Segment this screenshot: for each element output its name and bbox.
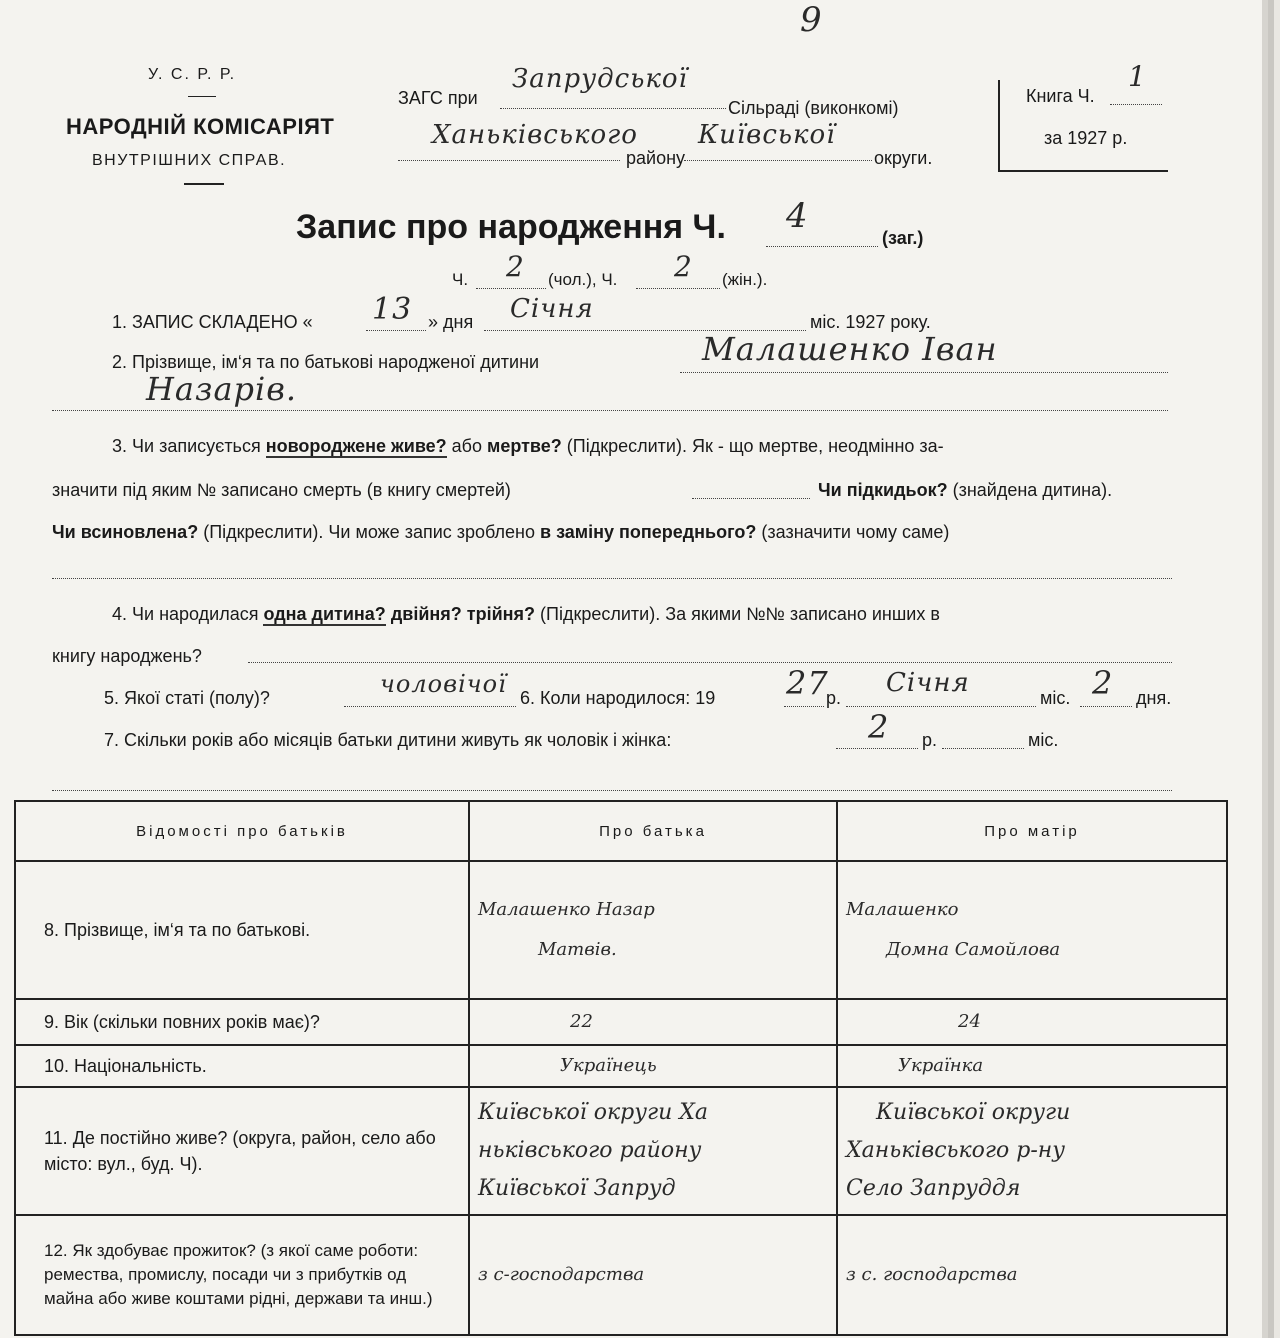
q3-foundling-option: Чи підкидьок? — [818, 480, 948, 500]
mother-age: 24 — [837, 999, 1227, 1045]
q2-value2: Назарів. — [146, 370, 298, 408]
mother-residence — [837, 1087, 1227, 1215]
father-name-line1: Малашенко Назар — [478, 899, 655, 920]
q1-day-suffix: » дня — [428, 312, 474, 332]
ussr-label: У. С. Р. Р. — [148, 66, 237, 83]
parents-table — [14, 800, 1228, 1336]
okruga-value: Київської — [698, 120, 836, 150]
q4-single-option: одна дитина? — [263, 604, 386, 624]
female-suffix: (жін.). — [722, 270, 768, 289]
q6-day-suffix: дня. — [1136, 688, 1172, 708]
mother-name — [837, 861, 1227, 999]
mother-residence-line3: Село Запруддя — [846, 1176, 1021, 1201]
q5-label: 5. Якої статі (полу)? — [104, 688, 270, 708]
mother-nationality: Українка — [837, 1045, 1227, 1087]
q4-line1 — [112, 604, 940, 625]
q2-value1: Малашенко Іван — [702, 330, 998, 368]
row-label-age: 9. Вік (скільки повних років має)? — [15, 999, 469, 1045]
q7-years-line — [836, 748, 918, 749]
row-label-residence: 11. Де постійно живе? (округа, район, село або місто: вул., буд. Ч). — [15, 1087, 469, 1215]
page-number: 9 — [800, 0, 823, 40]
q1-day: 13 — [372, 292, 413, 327]
header-parents-info: Відомості про батьків — [15, 801, 469, 861]
header-mother: Про матір — [837, 801, 1227, 861]
q3-text-p3d: (зазначити чому саме) — [761, 522, 950, 542]
book-line — [1110, 104, 1162, 105]
q3-text-c: або — [451, 436, 483, 456]
q3-alive-option: новороджене живе? — [265, 436, 447, 456]
q6-year-suffix: р. — [826, 688, 842, 708]
q4-triplets-option: трійня? — [466, 604, 536, 624]
record-title: Запис про народження Ч. — [296, 208, 726, 246]
q3-line3 — [52, 522, 949, 543]
commissariat-title: НАРОДНІЙ КОМІСАРІЯТ — [66, 114, 335, 139]
q3-text-p3b: (Підкреслити). Чи може запис зроблено — [203, 522, 535, 542]
father-residence-line3: Київської Запруд — [478, 1176, 676, 1201]
q3-line1 — [112, 436, 944, 457]
q2-line1 — [680, 372, 1168, 373]
district-value: Ханьківського — [432, 120, 638, 150]
q7-years-suffix: р. — [922, 730, 938, 750]
male-suffix: (чол.), Ч. — [548, 270, 618, 289]
q5-line — [344, 706, 516, 707]
q3-foundling-note: (знайдена дитина). — [952, 480, 1113, 500]
q6-month-suffix: міс. — [1040, 688, 1071, 708]
q4-twins-option: двійня? — [390, 604, 462, 624]
father-residence — [469, 1087, 837, 1215]
q4-text-a: 4. Чи народилася — [112, 604, 259, 624]
female-line — [636, 288, 720, 289]
internal-affairs: ВНУТРІШНИХ СПРАВ. — [92, 152, 287, 169]
female-value: 2 — [674, 250, 693, 283]
header-father: Про батька — [469, 801, 837, 861]
q1-label: 1. ЗАПИС СКЛАДЕНО « — [112, 312, 313, 332]
row-label-livelihood: 12. Як здобуває прожиток? (з якої саме роботи: ремества, промислу, посади чи з прибутків од майна або живе коштами рідні, держави та инш.) — [15, 1215, 469, 1335]
father-name — [469, 861, 837, 999]
father-nationality: Українець — [469, 1045, 837, 1087]
zags-line — [500, 108, 726, 109]
parents-table-header — [15, 801, 1227, 861]
q4-line2-dots — [248, 662, 1172, 663]
okruga-label: округи. — [874, 148, 933, 168]
q3-line4 — [52, 578, 1172, 579]
q3-line2-a: значити під яким № записано смерть (в книгу смертей) — [52, 480, 511, 500]
q6-month-line — [846, 706, 1036, 707]
father-residence-line2: ньківського району — [478, 1138, 702, 1163]
q1-day-line — [366, 330, 426, 331]
q7-months-line — [942, 748, 1024, 749]
table-row — [15, 1045, 1227, 1087]
q4-text-e: (Підкреслити). За якими №№ записано инших в — [540, 604, 940, 624]
table-row — [15, 1087, 1227, 1215]
q3-line2-b — [818, 480, 1112, 501]
table-row — [15, 1215, 1227, 1335]
village-council-label: Сільраді (виконкомі) — [728, 98, 899, 118]
q2-line2 — [52, 410, 1168, 411]
q6-label: 6. Коли народилося: 19 — [520, 688, 716, 708]
mother-residence-line2: Ханьківського р-ну — [846, 1138, 1066, 1163]
okruga-line — [684, 160, 872, 161]
q4-line2: книгу народжень? — [52, 646, 202, 666]
q6-day-line — [1080, 706, 1132, 707]
row-label-name: 8. Прізвище, ім‘я та по батькові. — [15, 861, 469, 999]
q6-year: 27 — [786, 664, 829, 702]
father-residence-line1: Київської округи Ха — [478, 1100, 709, 1125]
q6-month: Січня — [886, 668, 970, 698]
q3-death-line — [692, 498, 810, 499]
q7-months-suffix: міс. — [1028, 730, 1059, 750]
father-age: 22 — [469, 999, 837, 1045]
q7-line2 — [52, 790, 1172, 791]
q3-dead-option: мертве? — [487, 436, 562, 456]
district-label: району — [626, 148, 686, 168]
record-number-line — [766, 246, 878, 247]
zags-value: Запрудської — [512, 64, 688, 94]
q3-replacement-option: в заміну попереднього? — [540, 522, 757, 542]
q6-day: 2 — [1092, 664, 1114, 702]
q6-year-line — [784, 706, 824, 707]
header-divider-2 — [184, 183, 224, 185]
q3-adopted-option: Чи всиновлена? — [52, 522, 199, 542]
q2-label: 2. Прізвище, ім‘я та по батькові народженої дитини — [112, 352, 540, 372]
q1-month: Січня — [510, 294, 594, 324]
book-value: 1 — [1128, 60, 1147, 93]
q3-text-e: (Підкреслити). Як - що мертве, неодмінно за- — [566, 436, 944, 456]
father-livelihood: з с-господарства — [469, 1215, 837, 1335]
zags-prefix: ЗАГС при — [398, 88, 478, 108]
male-value: 2 — [506, 250, 525, 283]
record-number: 4 — [786, 196, 809, 236]
book-label: Книга Ч. — [1026, 86, 1095, 106]
book-year: за 1927 р. — [1044, 128, 1128, 148]
header-divider — [188, 96, 216, 97]
q3-text-a: 3. Чи записується — [112, 436, 261, 456]
male-prefix: Ч. — [452, 270, 469, 289]
district-line — [398, 160, 620, 161]
mother-livelihood: з с. господарства — [837, 1215, 1227, 1335]
mother-name-line1: Малашенко — [846, 899, 959, 920]
q5-value: чоловічої — [380, 670, 507, 698]
record-total-suffix: (заг.) — [882, 228, 924, 248]
row-label-nationality: 10. Національність. — [15, 1045, 469, 1087]
father-name-line2: Матвів. — [538, 939, 617, 960]
table-row — [15, 999, 1227, 1045]
mother-name-line2: Домна Самойлова — [886, 939, 1061, 960]
mother-residence-line1: Київської округи — [876, 1100, 1071, 1125]
table-row — [15, 861, 1227, 999]
q7-label: 7. Скільки років або місяців батьки дитини живуть як чоловік і жінка: — [104, 730, 672, 750]
q1-tail: міс. 1927 року. — [810, 312, 931, 332]
male-line — [476, 288, 546, 289]
q7-years: 2 — [868, 708, 890, 746]
